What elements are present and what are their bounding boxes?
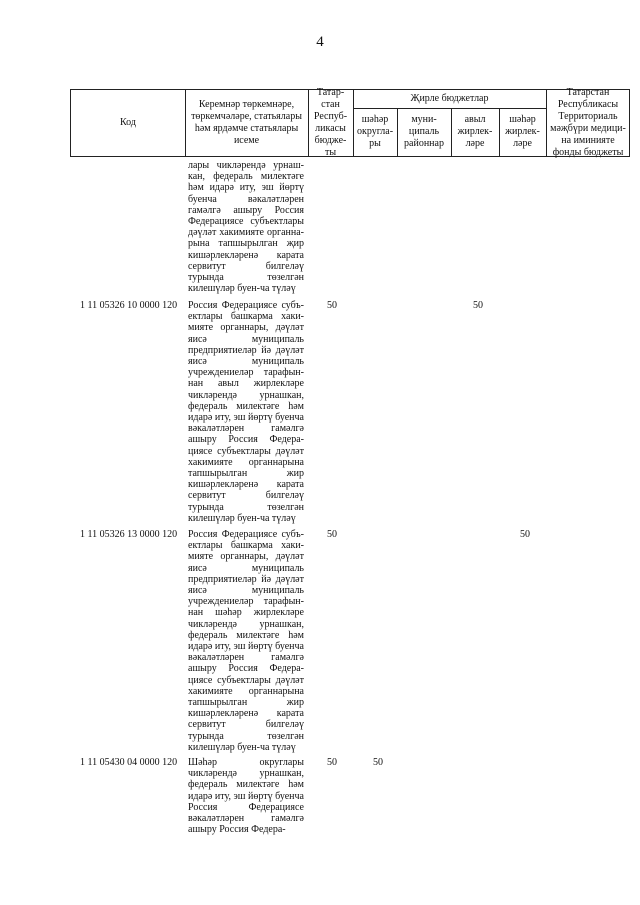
row-city-districts-value: 50 (373, 757, 383, 768)
row-name: Шәһәр округлары чикләрендә урнашкан, федераль милектәге һәм идарә иту, эш йөртү буенча Россия Федерациясе вәкаләтләрен гамәлгә ашыру Россия Федера- (188, 757, 304, 836)
row-name: лары чикләрендә урнаш-кан, федераль милектәге һәм идарә иту, эш йөртү буенча вәкаләтләрен гамәлгә ашыру Россия Федерациясе субъектлары дәүләт хакимияте органна-рына тапшырылган җир кишәрлекләренә карата сервитут билгеләү турында төзелгән килешүләр буен-ча түләү (188, 160, 304, 295)
header-municipal-districts: муни-ципаль районнар (404, 114, 444, 149)
row-name: Россия Федерациясе субъ-ектлары башкарма хаки-мияте органнары, дәүләт яисә муниципаль предприятиеләр йә дәүләт яисә муниципаль учреждениеләр тарафын-нан шәһәр жирлекләре чикләрендә урнашкан, федераль милектәге һәм идарә иту, эш йөртү буенча вәкаләтләрен гамәлгә ашыру Россия Федера-циясе субъектлары дәүләт хакимияте органнарына тапшырылган жир кишәрлекләренә карата сервитут билгеләү турында төзелгән килешүләр буен-ча түләү (188, 529, 304, 753)
row-rural-value: 50 (473, 300, 483, 311)
header-tfoms: Татарстан Республикасы Территориаль мәҗбүри медици-на иминияте фонды бюджеты (550, 87, 626, 158)
table-header (70, 89, 630, 157)
header-urban-settlements: шәһәр жирлек-ләре (505, 114, 540, 149)
header-code: Код (120, 117, 136, 128)
header-city-districts: шәһәр округла-ры (356, 114, 394, 149)
page-number: 4 (316, 34, 324, 50)
header-local-budgets: Җирле бюджетлар (410, 93, 489, 104)
row-tatarstan-value: 50 (327, 300, 337, 311)
row-urban-value: 50 (520, 529, 530, 540)
header-tatarstan-budget: Татар-стан Респуб-ликасы бюдже-ты (313, 87, 348, 158)
row-tatarstan-value: 50 (327, 529, 337, 540)
row-code: 1 11 05326 10 0000 120 (80, 300, 178, 311)
header-rural-settlements: авыл жирлек-ләре (457, 114, 493, 149)
header-name: Керемнәр төркемнәре, төркемчәләре, статьялары һәм ярдәмче статьялары исеме (191, 99, 302, 146)
row-name: Россия Федерациясе субъ-ектлары башкарма хаки-мияте органнары, дәүләт яисә муниципаль предприятиеләр йә дәүләт яисә муниципаль учреждениеләр тарафын-нан авыл жирлекләре чикләрендә урнашкан, федераль милектәге һәм идарә иту, эш йөртү буенча вәкаләтләрен гамәлгә ашыру Россия Федера-циясе субъектлары дәүләт хакимияте органнарына тапшырылган жир кишәрлекләренә карата сервитут билгеләү турында төзелгән килешүләр буен-ча түләү (188, 300, 304, 524)
row-code: 1 11 05326 13 0000 120 (80, 529, 178, 540)
row-code: 1 11 05430 04 0000 120 (80, 757, 178, 768)
row-tatarstan-value: 50 (327, 757, 337, 768)
